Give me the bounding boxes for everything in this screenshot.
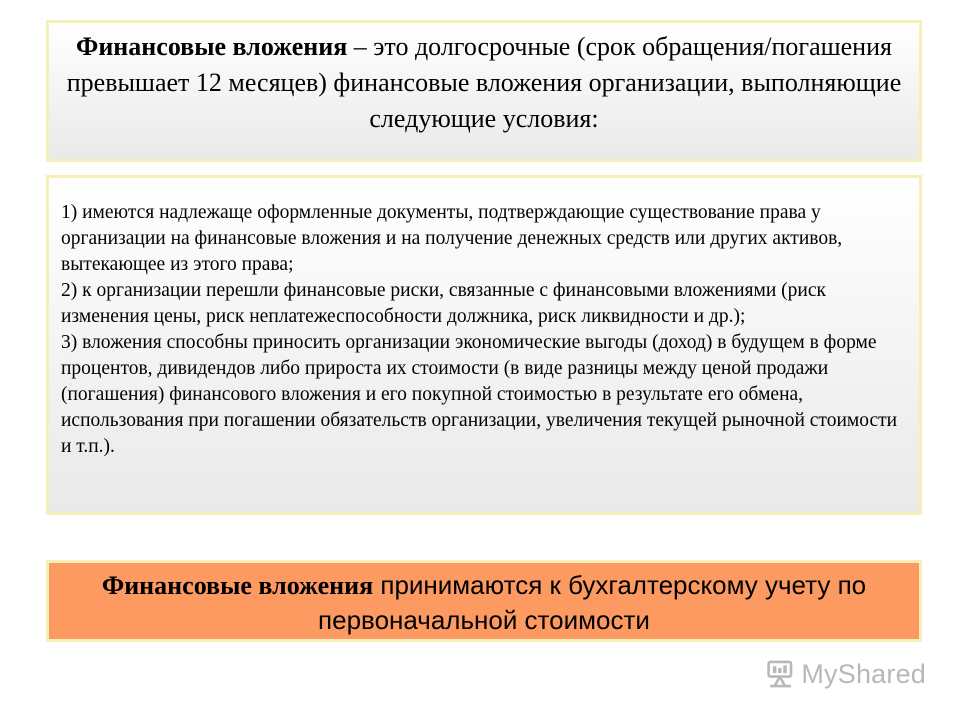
definition-term: Финансовые вложения — [76, 32, 348, 61]
note-box — [46, 560, 922, 642]
condition-item-3: 3) вложения способны приносить организации экономические выгоды (доход) в будущем в форме процентов, дивидендов либо прироста их стоимости (в виде разницы между ценой продажи (погашения) финансового вложения и его покупной стоимостью в результате его обмена, использования при погашении обязательств организации, увеличения текущей рыночной стоимости и т.п.). — [61, 332, 898, 457]
condition-item-2: 2) к организации перешли финансовые риски, связанные с финансовыми вложениями (риск изменения цены, риск неплатежеспособности должника, риск ликвидности и др.); — [61, 280, 826, 327]
condition-item-1: 1) имеются надлежаще оформленные документы, подтверждающие существование права у организации на финансовые вложения и на получение денежных средств или других активов, вытекающее из этого права; — [61, 202, 843, 275]
note-text: принимаются к бухгалтерскому учету по первоначальной стоимости — [318, 570, 867, 635]
definition-box — [46, 20, 922, 162]
definition-text: – это долгосрочные (срок обращения/погашения превышает 12 месяцев) финансовые вложения организации, выполняющие следующие условия: — [66, 32, 902, 133]
note-term: Финансовые вложения — [101, 571, 374, 600]
myshared-logo — [766, 656, 926, 692]
projector-presentation-icon — [766, 657, 795, 691]
logo-text: MyShared — [801, 658, 926, 689]
conditions-box — [46, 175, 922, 515]
